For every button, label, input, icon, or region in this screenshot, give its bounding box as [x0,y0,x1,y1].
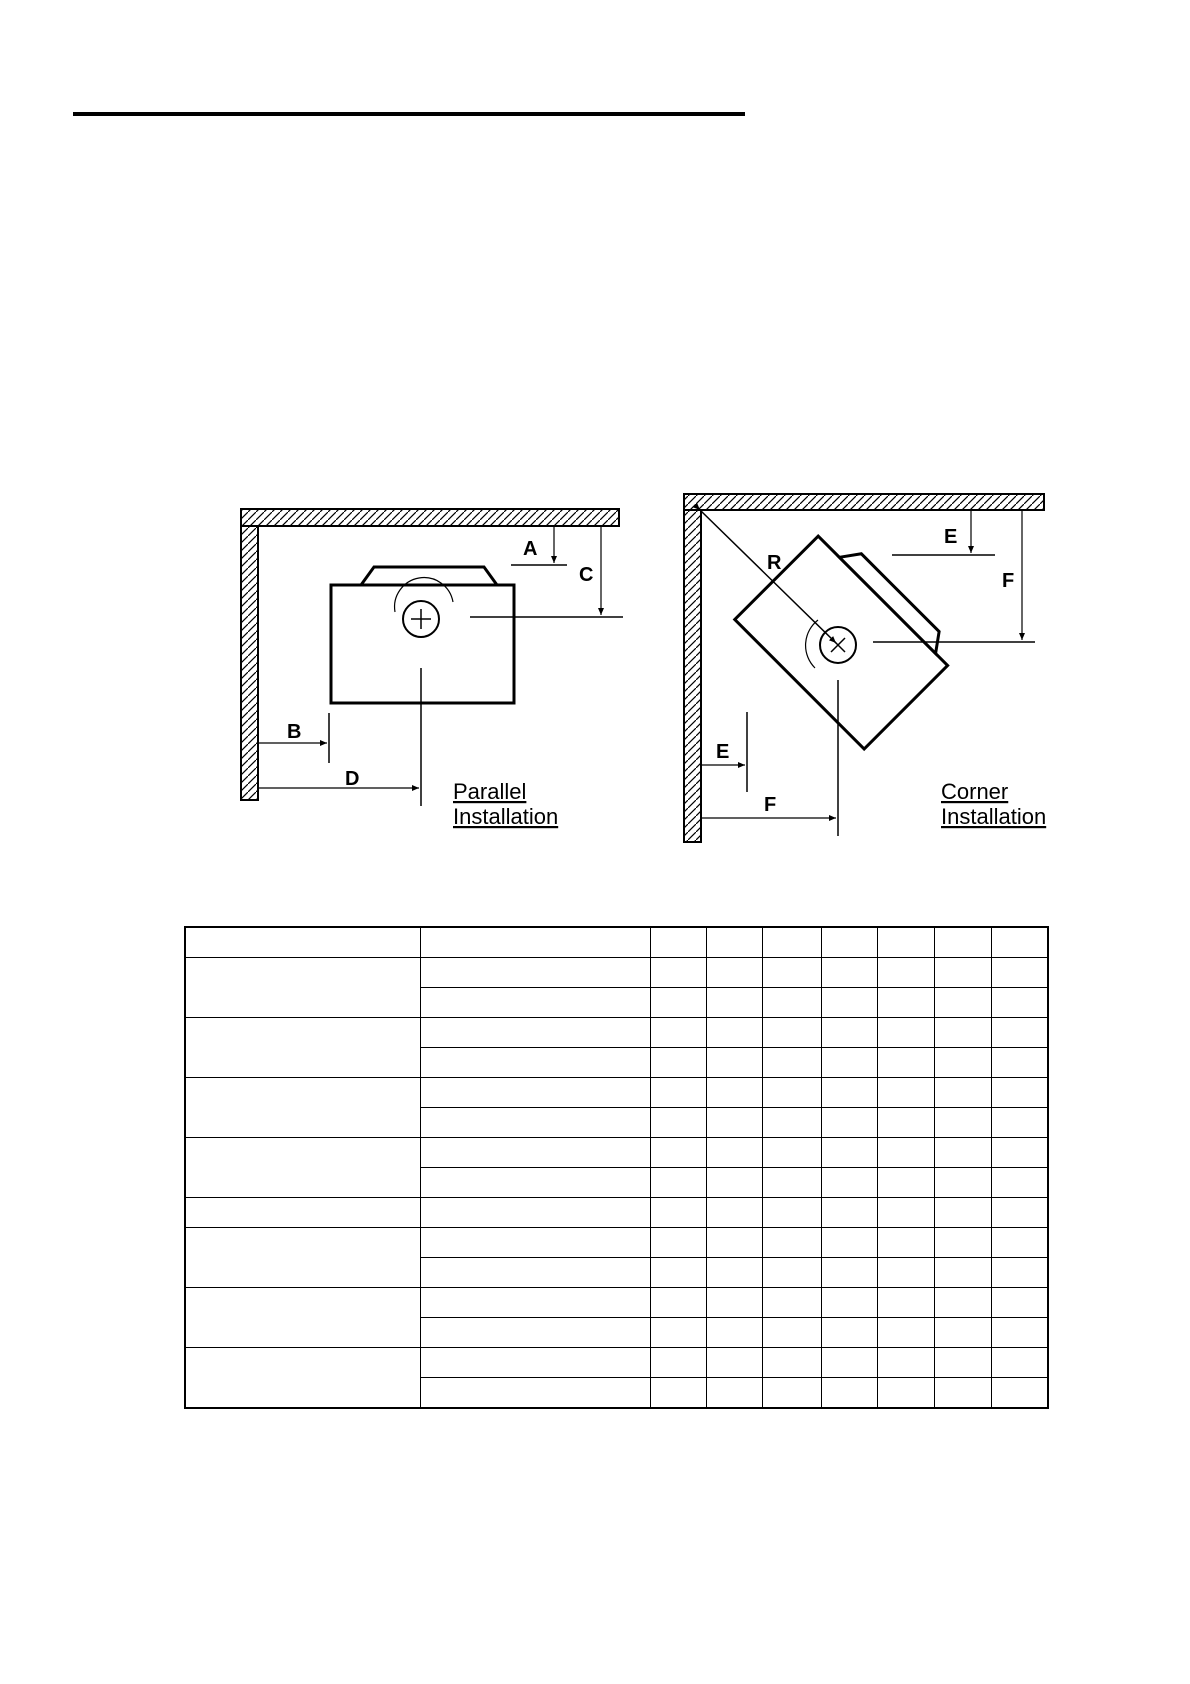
table-cell [420,958,650,988]
table-cell [877,1258,934,1288]
table-cell [420,1318,650,1348]
table-group-cell [185,1198,420,1228]
table-cell [934,927,991,958]
table-cell [877,1378,934,1409]
table-cell [762,1138,821,1168]
table-row [185,1078,1048,1108]
table-cell [420,1138,650,1168]
parallel-installation-diagram [241,509,623,829]
table-cell [991,1168,1048,1198]
table-cell [991,1228,1048,1258]
dim-label-f-right: F [1002,570,1015,592]
table-cell [821,1108,877,1138]
table-cell [821,1378,877,1409]
table-cell [762,1078,821,1108]
table-cell [650,927,706,958]
table-cell [420,1168,650,1198]
table-cell [877,1348,934,1378]
dim-label-c: C [579,564,594,586]
table-cell [706,1018,762,1048]
table-cell [991,1048,1048,1078]
dim-label-r: R [767,552,782,574]
table-cell [877,927,934,958]
dim-label-e-top: E [944,526,958,548]
table-cell [706,1108,762,1138]
table-cell [762,988,821,1018]
table-cell [991,988,1048,1018]
parallel-top-wall [241,509,619,526]
table-cell [706,1288,762,1318]
table-group-cell [185,1078,420,1138]
table-cell [762,1378,821,1409]
table-cell [706,1168,762,1198]
table-cell [877,988,934,1018]
table-cell [650,1318,706,1348]
table-cell [991,927,1048,958]
table-cell [706,1078,762,1108]
table-cell [821,1048,877,1078]
table-cell [934,1108,991,1138]
table-cell [650,1048,706,1078]
table-cell [821,1138,877,1168]
table-row [185,1288,1048,1318]
corner-caption-line1: Corner [941,779,1009,804]
table-cell [991,1258,1048,1288]
table-cell [821,1318,877,1348]
table-cell [420,1378,650,1409]
table-cell [650,988,706,1018]
table-cell [420,927,650,958]
table-cell [650,1288,706,1318]
table-cell [762,1198,821,1228]
dim-label-a: A [523,538,538,560]
table-group-cell [185,1018,420,1078]
parallel-caption-line2: Installation [453,804,559,829]
table-group-cell [185,958,420,1018]
parallel-caption-line1: Parallel [453,779,527,804]
table-cell [420,1258,650,1288]
table-cell [877,1168,934,1198]
corner-top-wall [684,494,1044,510]
table-cell [420,1048,650,1078]
table-cell [706,1228,762,1258]
table-cell [991,1348,1048,1378]
corner-caption-line2: Installation [941,804,1047,829]
table-cell [762,958,821,988]
table-group-cell [185,1288,420,1348]
parallel-unit-top [361,567,497,585]
parallel-left-wall [241,526,258,800]
table-cell [706,1348,762,1378]
table-cell [762,1318,821,1348]
table-cell [934,1078,991,1108]
table-group-cell [185,1348,420,1409]
table-cell [762,1348,821,1378]
table-cell [650,958,706,988]
table-cell [762,1168,821,1198]
table-cell [420,1288,650,1318]
table-row [185,1198,1048,1228]
corner-installation-diagram [684,494,1046,842]
table-cell [877,1228,934,1258]
table-cell [762,927,821,958]
table-cell [877,1138,934,1168]
table-cell [706,927,762,958]
table-row [185,1228,1048,1258]
table-cell [650,1168,706,1198]
table-cell [934,1018,991,1048]
table-cell [877,1198,934,1228]
table-row [185,1138,1048,1168]
table-cell [877,1108,934,1138]
table-cell [821,1258,877,1288]
table-group-cell [185,927,420,958]
table-cell [877,958,934,988]
table-row [185,1348,1048,1378]
table-cell [877,1018,934,1048]
table-cell [991,1288,1048,1318]
table-cell [821,1168,877,1198]
table-cell [821,1228,877,1258]
table-cell [934,1378,991,1409]
table-cell [991,1018,1048,1048]
table-cell [877,1078,934,1108]
parallel-unit-body [331,585,514,703]
table-cell [762,1018,821,1048]
table-row [185,1018,1048,1048]
table-cell [762,1108,821,1138]
table-cell [991,1318,1048,1348]
table-group-cell [185,1228,420,1288]
table-cell [420,1108,650,1138]
table-cell [934,1048,991,1078]
table-cell [821,1198,877,1228]
dim-label-b: B [287,721,302,743]
table-cell [420,1078,650,1108]
table-cell [706,1258,762,1288]
table-cell [650,1228,706,1258]
table-cell [706,988,762,1018]
table-group-cell [185,1138,420,1198]
dim-label-e-left: E [716,741,730,763]
table-cell [762,1048,821,1078]
table-cell [821,988,877,1018]
table-cell [991,1108,1048,1138]
table-cell [706,1048,762,1078]
table-cell [934,1228,991,1258]
table-cell [934,1198,991,1228]
dim-label-f-bottom: F [764,794,777,816]
table-cell [991,958,1048,988]
table-cell [877,1048,934,1078]
table-cell [706,1318,762,1348]
table-cell [420,988,650,1018]
table-cell [762,1258,821,1288]
table-cell [991,1138,1048,1168]
table-cell [420,1228,650,1258]
table-cell [821,1078,877,1108]
table-cell [934,1288,991,1318]
corner-left-wall [684,510,701,842]
table-cell [762,1228,821,1258]
table-cell [420,1018,650,1048]
table-cell [934,1168,991,1198]
table-cell [934,1138,991,1168]
table-cell [650,1108,706,1138]
table-cell [650,1018,706,1048]
table-cell [934,988,991,1018]
table-cell [650,1348,706,1378]
table-cell [650,1198,706,1228]
table-cell [821,958,877,988]
table-cell [706,1138,762,1168]
table-cell [821,927,877,958]
table-cell [934,1258,991,1288]
table-cell [706,1378,762,1409]
table-cell [991,1078,1048,1108]
table-cell [420,1198,650,1228]
table-cell [821,1348,877,1378]
table-cell [420,1348,650,1378]
table-cell [821,1288,877,1318]
table-cell [991,1378,1048,1409]
dim-label-d: D [345,768,360,790]
table-cell [706,1198,762,1228]
table-cell [877,1318,934,1348]
table-cell [650,1138,706,1168]
table-cell [650,1078,706,1108]
specification-table [184,926,1049,1409]
table-cell [934,958,991,988]
table-row [185,927,1048,958]
table-cell [650,1258,706,1288]
table-cell [991,1198,1048,1228]
table-cell [762,1288,821,1318]
table-cell [650,1378,706,1409]
table-cell [877,1288,934,1318]
table-cell [934,1318,991,1348]
table-row [185,958,1048,988]
table-cell [706,958,762,988]
table-cell [821,1018,877,1048]
table-cell [934,1348,991,1378]
